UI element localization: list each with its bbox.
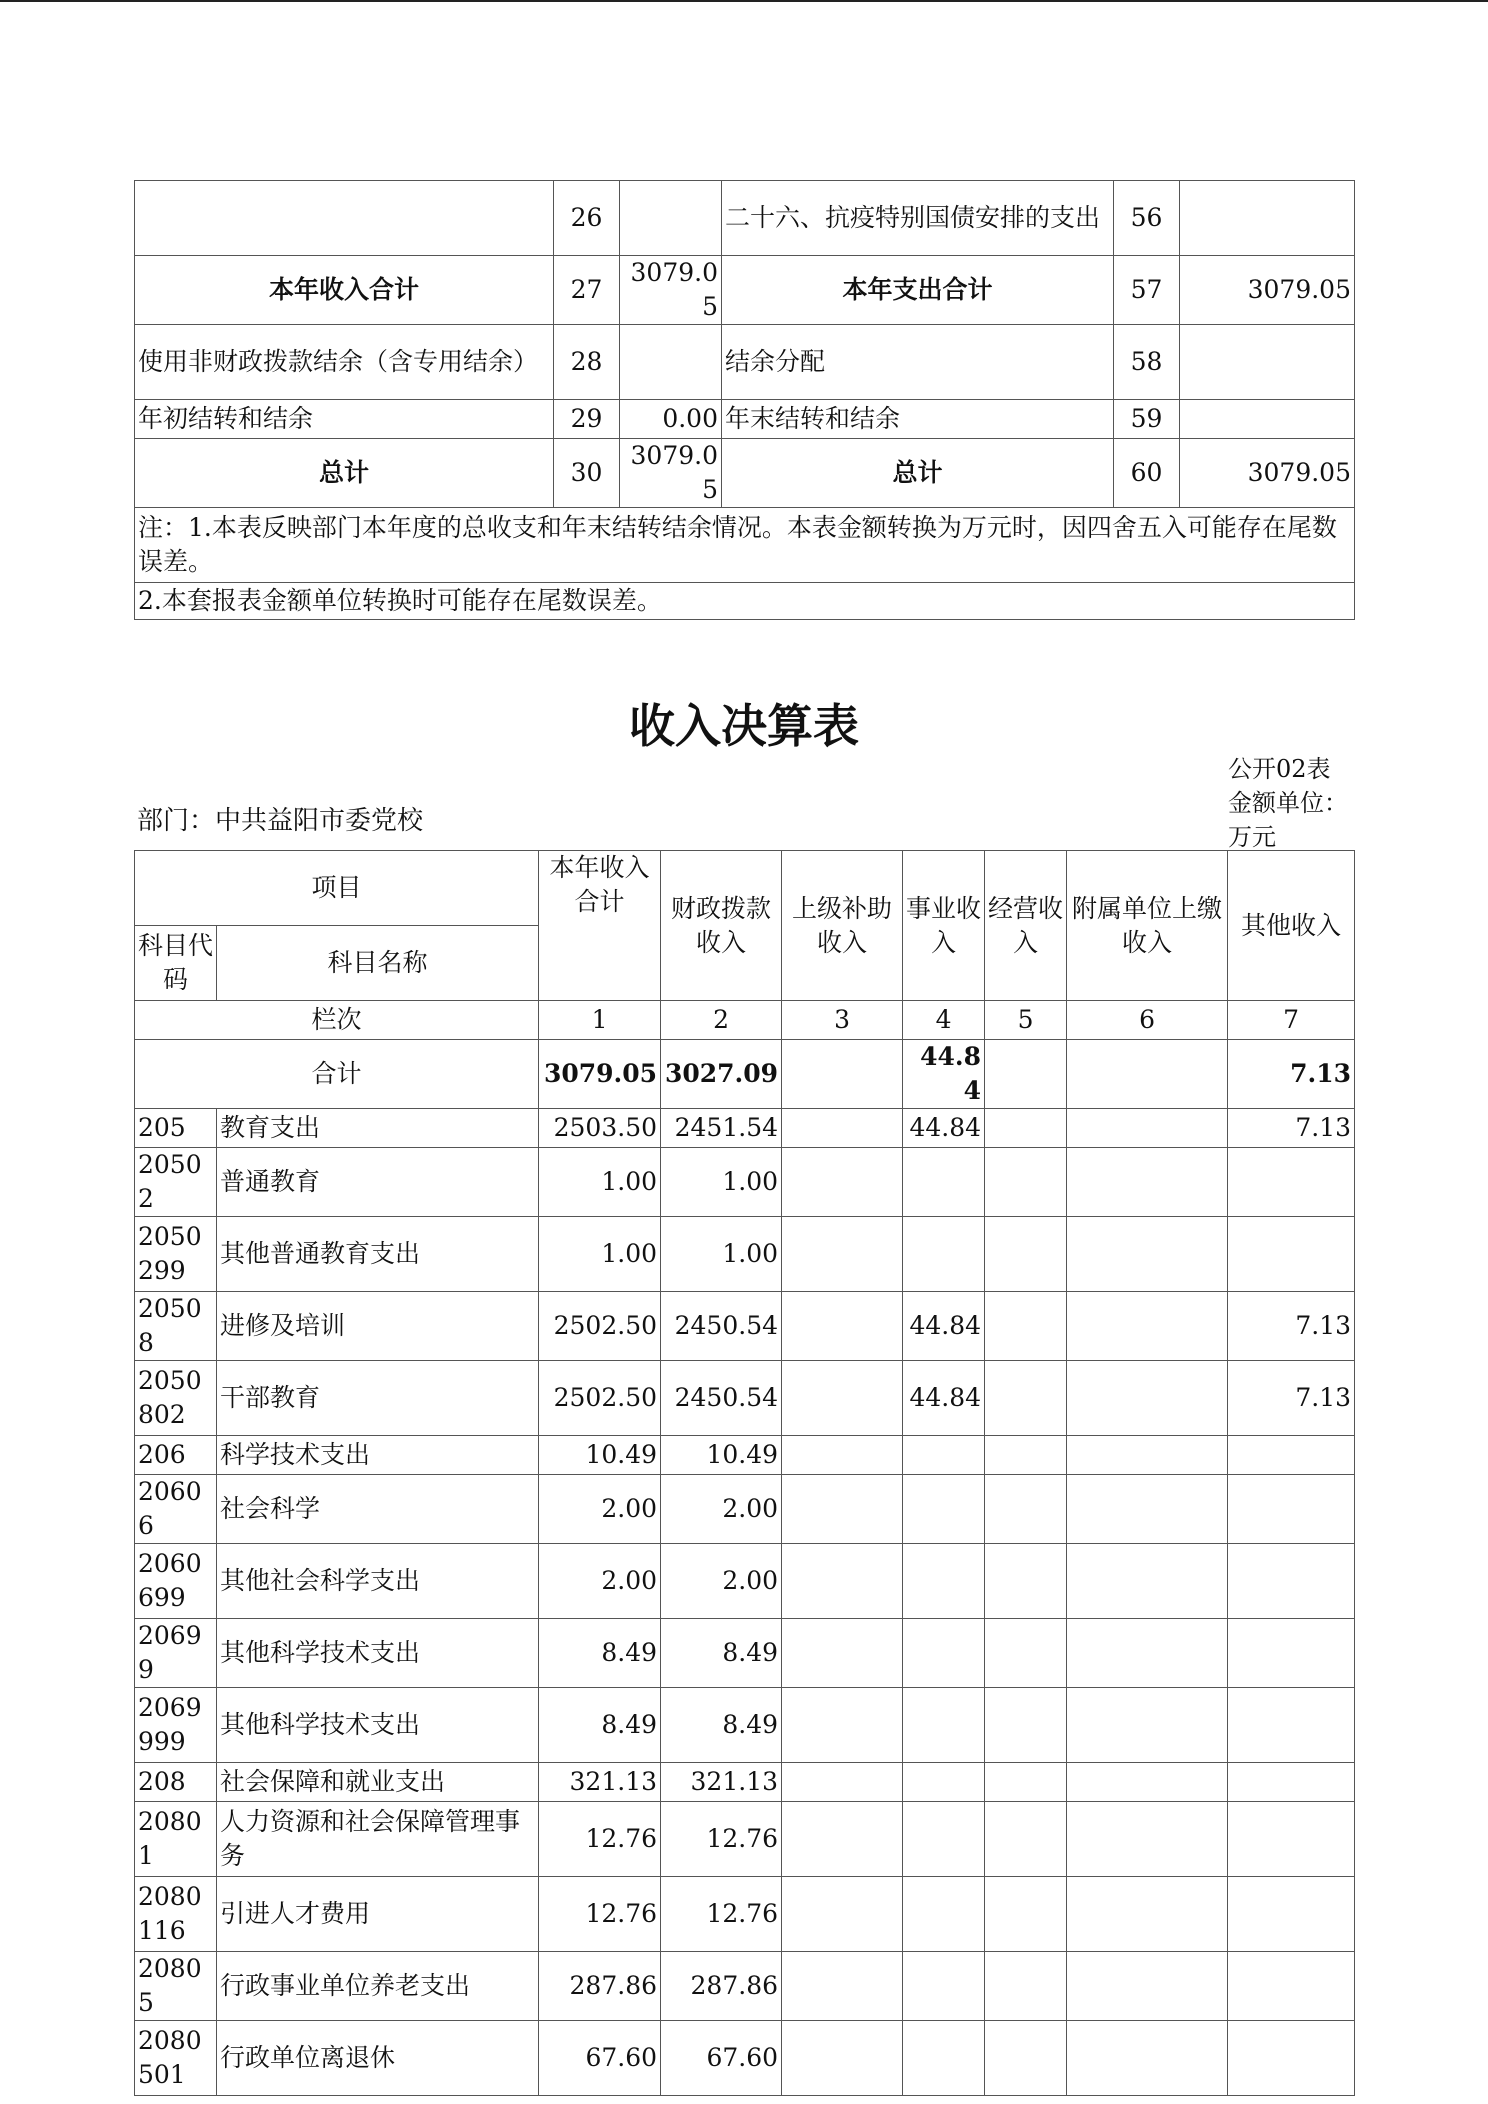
subject-name: 其他科学技术支出 — [217, 1619, 539, 1688]
fiscal-amount: 2450.54 — [661, 1292, 782, 1361]
total-amount: 2502.50 — [539, 1292, 661, 1361]
right-label: 总计 — [722, 439, 1114, 508]
left-label: 本年收入合计 — [135, 256, 554, 325]
subject-code: 2050299 — [135, 1217, 217, 1292]
table-row — [135, 1619, 1355, 1688]
superior-amount — [782, 1763, 903, 1802]
total-label: 合计 — [135, 1040, 539, 1109]
note-2: 2.本套报表金额单位转换时可能存在尾数误差。 — [135, 583, 1355, 620]
affiliated-amount — [1067, 1217, 1228, 1292]
other-amount — [1228, 1877, 1355, 1952]
left-label: 年初结转和结余 — [135, 400, 554, 439]
subject-code: 205 — [135, 1109, 217, 1148]
affiliated-amount — [1067, 1040, 1228, 1109]
subject-code: 20606 — [135, 1475, 217, 1544]
unit-label: 金额单位：万元 — [1228, 789, 1348, 851]
other-amount — [1228, 1475, 1355, 1544]
affiliated-amount — [1067, 1763, 1228, 1802]
header-item: 项目 — [135, 851, 539, 926]
summary-row — [135, 400, 1355, 439]
total-amount: 8.49 — [539, 1619, 661, 1688]
table-row — [135, 1109, 1355, 1148]
business-amount — [903, 1952, 985, 2021]
subject-code: 20699 — [135, 1619, 217, 1688]
right-amount: 3079.05 — [1180, 256, 1355, 325]
affiliated-amount — [1067, 1109, 1228, 1148]
other-amount — [1228, 1544, 1355, 1619]
subject-code: 20801 — [135, 1802, 217, 1877]
total-amount: 1.00 — [539, 1148, 661, 1217]
col-num: 2 — [661, 1001, 782, 1040]
business-amount: 44.84 — [903, 1361, 985, 1436]
superior-amount — [782, 1877, 903, 1952]
fiscal-amount: 2450.54 — [661, 1361, 782, 1436]
department-label: 部门：中共益阳市委党校 — [137, 806, 424, 836]
header-name: 科目名称 — [217, 926, 539, 1001]
col-num: 1 — [539, 1001, 661, 1040]
header-superior: 上级补助收入 — [782, 851, 903, 1001]
fiscal-amount: 67.60 — [661, 2021, 782, 2096]
table-row — [135, 1217, 1355, 1292]
subject-name: 人力资源和社会保障管理事务 — [217, 1802, 539, 1877]
subject-code: 2080501 — [135, 2021, 217, 2096]
left-label: 使用非财政拨款结余（含专用结余） — [135, 325, 554, 400]
summary-row — [135, 325, 1355, 400]
superior-amount — [782, 1688, 903, 1763]
right-row-no: 57 — [1114, 256, 1180, 325]
subject-name: 其他科学技术支出 — [217, 1688, 539, 1763]
superior-amount — [782, 1361, 903, 1436]
subject-code: 2050802 — [135, 1361, 217, 1436]
left-amount — [620, 325, 722, 400]
operating-amount — [985, 2021, 1067, 2096]
fiscal-amount: 12.76 — [661, 1802, 782, 1877]
table-row — [135, 1877, 1355, 1952]
column-number-row — [135, 1001, 1355, 1040]
affiliated-amount — [1067, 1688, 1228, 1763]
col-num: 6 — [1067, 1001, 1228, 1040]
operating-amount — [985, 1148, 1067, 1217]
business-amount — [903, 1688, 985, 1763]
business-amount — [903, 1475, 985, 1544]
superior-amount — [782, 1952, 903, 2021]
operating-amount — [985, 1475, 1067, 1544]
other-amount — [1228, 1688, 1355, 1763]
income-table — [134, 850, 1355, 2096]
operating-amount — [985, 1292, 1067, 1361]
superior-amount — [782, 1292, 903, 1361]
summary-row — [135, 181, 1355, 256]
table-row — [135, 1688, 1355, 1763]
fiscal-amount: 2451.54 — [661, 1109, 782, 1148]
affiliated-amount — [1067, 1148, 1228, 1217]
business-amount — [903, 1763, 985, 1802]
business-amount — [903, 1802, 985, 1877]
right-row-no: 56 — [1114, 181, 1180, 256]
other-amount — [1228, 1802, 1355, 1877]
left-amount — [620, 181, 722, 256]
total-amount: 67.60 — [539, 2021, 661, 2096]
right-amount: 3079.05 — [1180, 439, 1355, 508]
header-operating: 经营收入 — [985, 851, 1067, 1001]
total-amount: 3079.05 — [539, 1040, 661, 1109]
business-amount: 44.84 — [903, 1109, 985, 1148]
header-business: 事业收入 — [903, 851, 985, 1001]
row-label: 栏次 — [135, 1001, 539, 1040]
affiliated-amount — [1067, 1292, 1228, 1361]
superior-amount — [782, 1436, 903, 1475]
affiliated-amount — [1067, 1877, 1228, 1952]
business-amount — [903, 1436, 985, 1475]
fiscal-amount: 10.49 — [661, 1436, 782, 1475]
table-row — [135, 1802, 1355, 1877]
left-label — [135, 181, 554, 256]
fiscal-amount: 3027.09 — [661, 1040, 782, 1109]
col-num: 7 — [1228, 1001, 1355, 1040]
header-code: 科目代码 — [135, 926, 217, 1001]
subject-code: 2060699 — [135, 1544, 217, 1619]
subject-name: 干部教育 — [217, 1361, 539, 1436]
left-row-no: 26 — [554, 181, 620, 256]
business-amount — [903, 1217, 985, 1292]
affiliated-amount — [1067, 1436, 1228, 1475]
operating-amount — [985, 1109, 1067, 1148]
fiscal-amount: 1.00 — [661, 1217, 782, 1292]
operating-amount — [985, 1688, 1067, 1763]
table-row — [135, 1763, 1355, 1802]
total-amount: 12.76 — [539, 1802, 661, 1877]
right-row-no: 59 — [1114, 400, 1180, 439]
right-label: 本年支出合计 — [722, 256, 1114, 325]
superior-amount — [782, 1109, 903, 1148]
table-number — [1228, 752, 1348, 854]
note-row — [135, 583, 1355, 620]
subject-name: 科学技术支出 — [217, 1436, 539, 1475]
affiliated-amount — [1067, 1361, 1228, 1436]
other-amount: 7.13 — [1228, 1109, 1355, 1148]
affiliated-amount — [1067, 1619, 1228, 1688]
superior-amount — [782, 1802, 903, 1877]
fiscal-amount: 8.49 — [661, 1688, 782, 1763]
operating-amount — [985, 1619, 1067, 1688]
right-row-no: 58 — [1114, 325, 1180, 400]
fiscal-amount: 12.76 — [661, 1877, 782, 1952]
left-row-no: 29 — [554, 400, 620, 439]
other-amount — [1228, 1148, 1355, 1217]
business-amount: 44.84 — [903, 1040, 985, 1109]
business-amount — [903, 1619, 985, 1688]
right-label: 年末结转和结余 — [722, 400, 1114, 439]
subject-code: 206 — [135, 1436, 217, 1475]
note-1: 注：1.本表反映部门本年度的总收支和年末结转结余情况。本表金额转换为万元时，因四舍五入可能存在尾数误差。 — [135, 508, 1355, 583]
col-num: 5 — [985, 1001, 1067, 1040]
left-row-no: 27 — [554, 256, 620, 325]
total-amount: 10.49 — [539, 1436, 661, 1475]
header-other: 其他收入 — [1228, 851, 1355, 1001]
summary-row — [135, 439, 1355, 508]
operating-amount — [985, 1544, 1067, 1619]
operating-amount — [985, 1361, 1067, 1436]
total-amount: 287.86 — [539, 1952, 661, 2021]
operating-amount — [985, 1217, 1067, 1292]
header-affiliated: 附属单位上缴收入 — [1067, 851, 1228, 1001]
subject-code: 20508 — [135, 1292, 217, 1361]
page-title: 收入决算表 — [629, 699, 859, 753]
total-amount: 8.49 — [539, 1688, 661, 1763]
operating-amount — [985, 1436, 1067, 1475]
right-amount — [1180, 181, 1355, 256]
col-num: 4 — [903, 1001, 985, 1040]
affiliated-amount — [1067, 2021, 1228, 2096]
income-table-body — [135, 1109, 1355, 2096]
business-amount — [903, 2021, 985, 2096]
fiscal-amount: 287.86 — [661, 1952, 782, 2021]
table-row — [135, 1148, 1355, 1217]
subject-name: 教育支出 — [217, 1109, 539, 1148]
affiliated-amount — [1067, 1802, 1228, 1877]
affiliated-amount — [1067, 1952, 1228, 2021]
table-no-label: 公开02表 — [1228, 755, 1331, 783]
business-amount — [903, 1148, 985, 1217]
subject-code: 20502 — [135, 1148, 217, 1217]
subject-code: 2069999 — [135, 1688, 217, 1763]
superior-amount — [782, 1544, 903, 1619]
right-label: 结余分配 — [722, 325, 1114, 400]
table-row — [135, 1952, 1355, 2021]
left-row-no: 30 — [554, 439, 620, 508]
subject-name: 其他社会科学支出 — [217, 1544, 539, 1619]
superior-amount — [782, 1217, 903, 1292]
right-row-no: 60 — [1114, 439, 1180, 508]
fiscal-amount: 1.00 — [661, 1148, 782, 1217]
note-row — [135, 508, 1355, 583]
left-row-no: 28 — [554, 325, 620, 400]
affiliated-amount — [1067, 1544, 1228, 1619]
other-amount: 7.13 — [1228, 1292, 1355, 1361]
header-total: 本年收入合计 — [539, 851, 661, 1001]
fiscal-amount: 321.13 — [661, 1763, 782, 1802]
total-amount: 2.00 — [539, 1544, 661, 1619]
business-amount — [903, 1877, 985, 1952]
superior-amount — [782, 2021, 903, 2096]
operating-amount — [985, 1802, 1067, 1877]
table-row — [135, 1544, 1355, 1619]
subject-code: 20805 — [135, 1952, 217, 2021]
subject-name: 普通教育 — [217, 1148, 539, 1217]
other-amount — [1228, 1217, 1355, 1292]
subject-name: 社会保障和就业支出 — [217, 1763, 539, 1802]
left-label: 总计 — [135, 439, 554, 508]
other-amount — [1228, 1952, 1355, 2021]
total-amount: 2503.50 — [539, 1109, 661, 1148]
operating-amount — [985, 1040, 1067, 1109]
fiscal-amount: 2.00 — [661, 1544, 782, 1619]
fiscal-amount: 8.49 — [661, 1619, 782, 1688]
other-amount — [1228, 1436, 1355, 1475]
subject-name: 社会科学 — [217, 1475, 539, 1544]
table-row — [135, 1436, 1355, 1475]
other-amount: 7.13 — [1228, 1361, 1355, 1436]
business-amount: 44.84 — [903, 1292, 985, 1361]
affiliated-amount — [1067, 1475, 1228, 1544]
total-amount: 321.13 — [539, 1763, 661, 1802]
left-amount: 3079.05 — [620, 256, 722, 325]
left-amount: 3079.05 — [620, 439, 722, 508]
total-amount: 1.00 — [539, 1217, 661, 1292]
subject-code: 208 — [135, 1763, 217, 1802]
table-row — [135, 1361, 1355, 1436]
summary-row — [135, 256, 1355, 325]
operating-amount — [985, 1877, 1067, 1952]
operating-amount — [985, 1763, 1067, 1802]
other-amount: 7.13 — [1228, 1040, 1355, 1109]
right-amount — [1180, 400, 1355, 439]
right-label: 二十六、抗疫特别国债安排的支出 — [722, 181, 1114, 256]
operating-amount — [985, 1952, 1067, 2021]
subject-name: 进修及培训 — [217, 1292, 539, 1361]
superior-amount — [782, 1040, 903, 1109]
other-amount — [1228, 1763, 1355, 1802]
other-amount — [1228, 1619, 1355, 1688]
header-row — [135, 851, 1355, 926]
business-amount — [903, 1544, 985, 1619]
other-amount — [1228, 2021, 1355, 2096]
superior-amount — [782, 1148, 903, 1217]
superior-amount — [782, 1475, 903, 1544]
table-row — [135, 2021, 1355, 2096]
col-num: 3 — [782, 1001, 903, 1040]
total-amount: 2.00 — [539, 1475, 661, 1544]
fiscal-amount: 2.00 — [661, 1475, 782, 1544]
header-fiscal: 财政拨款收入 — [661, 851, 782, 1001]
left-amount: 0.00 — [620, 400, 722, 439]
subject-code: 2080116 — [135, 1877, 217, 1952]
page-top-border — [0, 0, 1488, 2]
right-amount — [1180, 325, 1355, 400]
total-amount: 2502.50 — [539, 1361, 661, 1436]
subject-name: 行政单位离退休 — [217, 2021, 539, 2096]
subject-name: 引进人才费用 — [217, 1877, 539, 1952]
table-row — [135, 1475, 1355, 1544]
total-row — [135, 1040, 1355, 1109]
summary-table — [134, 180, 1355, 620]
total-amount: 12.76 — [539, 1877, 661, 1952]
table-row — [135, 1292, 1355, 1361]
subject-name: 行政事业单位养老支出 — [217, 1952, 539, 2021]
superior-amount — [782, 1619, 903, 1688]
subject-name: 其他普通教育支出 — [217, 1217, 539, 1292]
